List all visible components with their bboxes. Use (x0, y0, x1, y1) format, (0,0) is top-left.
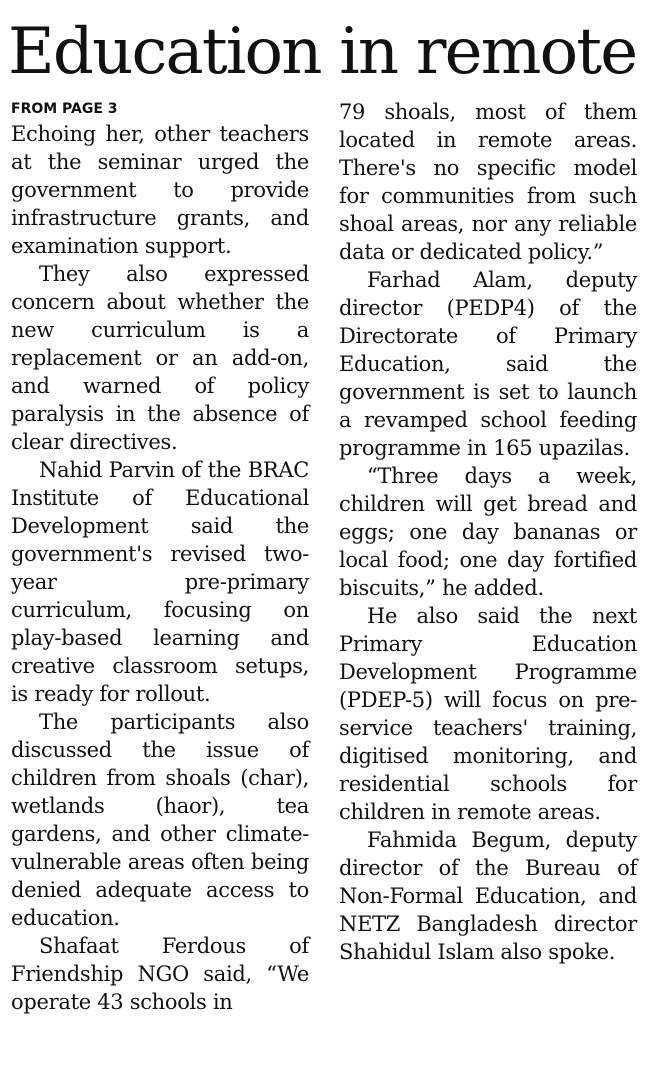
continued-from-label: FROM PAGE 3 (11, 101, 118, 117)
paragraph: Echoing her, other teachers at the seminar urged the government to provide infrastructure grants, and examination support. (11, 122, 309, 258)
paragraph: Nahid Parvin of the BRAC Institute of Educational Development said the government's revised two-year pre-primary curriculum, focusing on play-based learning and creative classroom setups, is ready for rollout. (11, 458, 309, 706)
left-column (11, 98, 309, 1016)
right-column (339, 98, 637, 966)
headline: Education in remote (8, 15, 637, 89)
paragraph: 79 shoals, most of them located in remote areas. There's no specific model for communities from such shoal areas, nor any reliable data or dedicated policy.” (339, 100, 637, 264)
paragraph: Fahmida Begum, deputy director of the Bureau of Non-Formal Education, and NETZ Bangladesh director Shahidul Islam also spoke. (339, 828, 637, 964)
paragraph: The participants also discussed the issue of children from shoals (char), wetlands (haor), tea gardens, and other climate-vulnerable areas often being denied adequate access to education. (11, 710, 309, 930)
paragraph: They also expressed concern about whether the new curriculum is a replacement or an add-on, and warned of policy paralysis in the absence of clear directives. (11, 262, 309, 454)
paragraph: Farhad Alam, deputy director (PEDP4) of the Directorate of Primary Education, said the government is set to launch a revamped school feeding programme in 165 upazilas. (339, 268, 637, 460)
paragraph: Shafaat Ferdous of Friendship NGO said, “We operate 43 schools in (11, 934, 309, 1014)
paragraph: He also said the next Primary Education Development Programme (PDEP-5) will focus on pre-service teachers' training, digitised monitoring, and residential schools for children in remote areas. (339, 604, 637, 824)
paragraph: “Three days a week, children will get bread and eggs; one day bananas or local food; one day fortified biscuits,” he added. (339, 464, 637, 600)
